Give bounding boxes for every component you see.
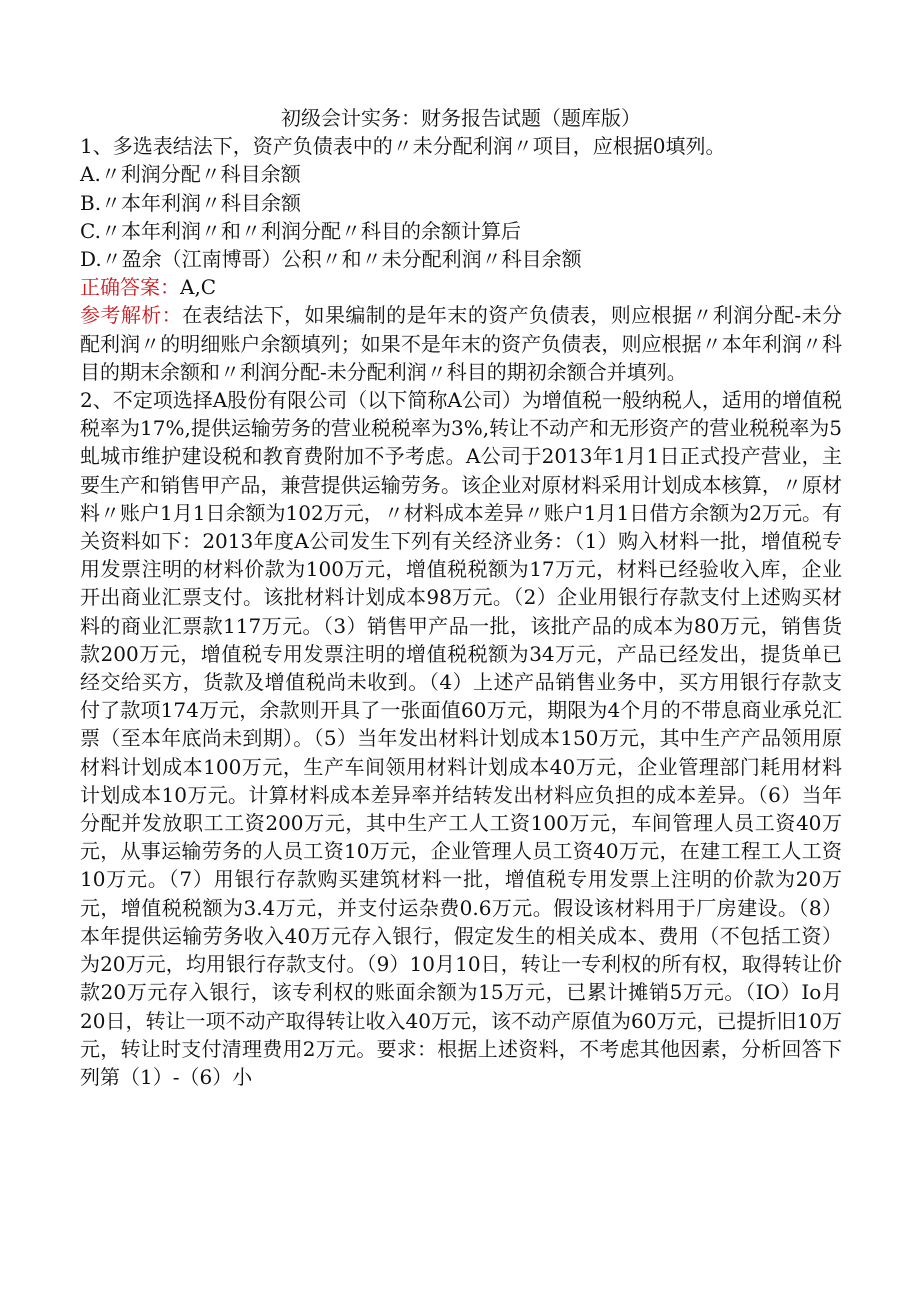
question-2-text: 2、不定项选择A股份有限公司（以下简称A公司）为增值税一般纳税人，适用的增值税税率为17%,提供运输劳务的营业税税率为3%,转让不动产和无形资产的营业税税率为5虬城市维护建设税和教育费附加不予考虑。A公司于2013年1月1日正式投产营业，主要生产和销售甲产品，兼营提供运输劳务。该企业对原材料采用计划成本核算，〃原材料〃账户1月1日余额为102万元，〃材料成本差异〃账户1月1日借方余额为2万元。有关资料如下：2013年度A公司发生下列有关经济业务：（1）购入材料一批，增值税专用发票注明的材料价款为100万元，增值税税额为17万元，材料已经验收入库，企业开出商业汇票支付。该批材料计划成本98万元。（2）企业用银行存款支付上述购买材料的商业汇票款117万元。（3）销售甲产品一批，该批产品的成本为80万元，销售货款200万元，增值税专用发票注明的增值税税额为34万元，产品已经发出，提货单已经交给买方，货款及增值税尚未收到。（4）上述产品销售业务中，买方用银行存款支付了款项174万元，余款则开具了一张面值60万元，期限为4个月的不带息商业承兑汇票（至本年底尚未到期）。（5）当年发出材料计划成本150万元，其中生产产品领用原材料计划成本100万元，生产车间领用材料计划成本40万元，企业管理部门耗用材料计划成本10万元。计算材料成本差异率并结转发出材料应负担的成本差异。（6）当年分配并发放职工工资200万元，其中生产工人工资100万元，车间管理人员工资40万元，从事运输劳务的人员工资10万元，企业管理人员工资40万元，在建工程工人工资10万元。（7）用银行存款购买建筑材料一批，增值税专用发票上注明的价款为20万元，增值税税额为3.4万元，并支付运杂费0.6万元。假设该材料用于厂房建设。（8）本年提供运输劳务收入40万元存入银行，假定发生的相关成本、费用（不包括工资）为20万元，均用银行存款支付。（9）10月10日，转让一专利权的所有权，取得转让价款20万元存入银行，该专利权的账面余额为15万元，已累计摊销5万元。（IO）Io月20日，转让一项不动产取得转让收入40万元，该不动产原值为60万元，已提折旧10万元，转让时支付清理费用2万元。要求：根据上述资料，不考虑其他因素，分析回答下列第（1）-（6）小 [80, 388, 842, 1089]
option-a: A.〃利润分配〃科目余额 [80, 162, 301, 187]
document-title: 初级会计实务：财务报告试题（题库版） [281, 106, 641, 130]
correct-answer-value: A,C [180, 275, 217, 300]
option-c: C.〃本年利润〃和〃利润分配〃科目的余额计算后 [80, 218, 521, 243]
correct-answer-label: 正确答案： [80, 275, 180, 300]
question-1-stem: 1、多选表结法下，资产负债表中的〃未分配利润〃项目，应根据0填列。 [80, 134, 726, 159]
question-1 [80, 132, 842, 386]
analysis [80, 301, 842, 386]
document-page [80, 104, 842, 1091]
analysis-text: 在表结法下，如果编制的是年末的资产负债表，则应根据〃利润分配-未分配利润〃的明细账户余额填列；如果不是年末的资产负债表，则应根据〃本年利润〃科目的期末余额和〃利润分配-未分配利润〃科目的期初余额合并填列。 [80, 303, 842, 384]
analysis-label: 参考解析： [80, 303, 183, 328]
option-d: D.〃盈余（江南博哥）公积〃和〃未分配利润〃科目余额 [80, 247, 582, 272]
correct-answer [80, 273, 842, 301]
question-2 [80, 386, 842, 1091]
option-b: B.〃本年利润〃科目余额 [80, 190, 302, 215]
